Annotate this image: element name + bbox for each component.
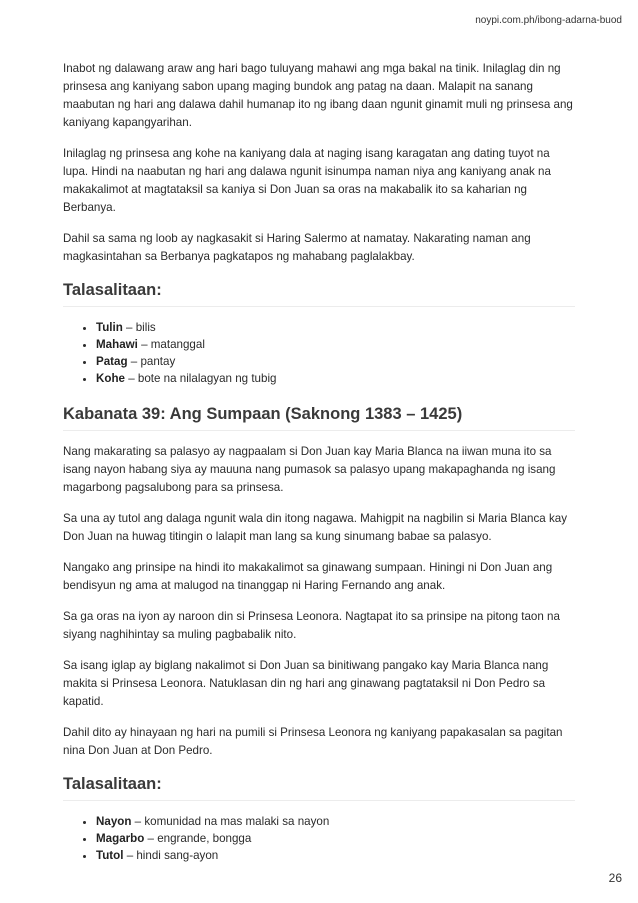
glossary-definition: – matanggal: [137, 338, 205, 351]
paragraph: Dahil dito ay hinayaan ng hari na pumili si Prinsesa Leonora ng kaniyang papakasalan sa pagitan nina Don Juan at Don Pedro.: [63, 726, 563, 757]
paragraph: Nangako ang prinsipe na hindi ito makakalimot sa ginawang sumpaan. Hiningi ni Don Juan ang bendisyun ng ama at malugod na tinanggap ni Haring Fernando ang anak.: [63, 561, 553, 592]
glossary-item: [96, 830, 575, 847]
glossary-term: Kohe: [96, 372, 125, 385]
page-content: [63, 60, 575, 882]
glossary-term: Magarbo: [96, 832, 145, 845]
glossary-item: [96, 319, 575, 336]
source-url: noypi.com.ph/ibong-adarna-buod: [475, 15, 622, 26]
glossary-item: [96, 813, 575, 830]
glossary-heading: Talasalitaan:: [63, 281, 575, 307]
paragraph: Sa una ay tutol ang dalaga ngunit wala din itong nagawa. Mahigpit na nagbilin si Maria Blanca kay Don Juan na huwag titingin o lalapit man lang sa kung sinumang babae sa palasyo.: [63, 512, 568, 543]
glossary-heading: Talasalitaan:: [63, 775, 575, 801]
glossary-definition: – engrande, bongga: [144, 832, 252, 845]
glossary-item: [96, 370, 575, 387]
glossary-list: [63, 813, 575, 864]
glossary-term: Tulin: [96, 321, 123, 334]
glossary-term: Nayon: [96, 815, 132, 828]
chapter-heading: Kabanata 39: Ang Sumpaan (Saknong 1383 – 1425): [63, 405, 575, 431]
glossary-definition: – bilis: [122, 321, 156, 334]
paragraph: Dahil sa sama ng loob ay nagkasakit si Haring Salermo at namatay. Nakarating naman ang magkasintahan sa Berbanya pagkatapos ng mahabang paglalakbay.: [63, 232, 531, 263]
glossary-definition: – pantay: [127, 355, 176, 368]
glossary-list: [63, 319, 575, 387]
glossary-item: [96, 847, 575, 864]
glossary-definition: – hindi sang-ayon: [123, 849, 219, 862]
glossary-item: [96, 353, 575, 370]
glossary-definition: – komunidad na mas malaki sa nayon: [131, 815, 330, 828]
glossary-definition: – bote na nilalagyan ng tubig: [124, 372, 277, 385]
glossary-term: Tutol: [96, 849, 124, 862]
paragraph: Sa isang iglap ay biglang nakalimot si Don Juan sa binitiwang pangako kay Maria Blanca nang makita si Prinsesa Leonora. Natuklasan din ng hari ang ginawang pagtataksil ni Don Pedro sa kapatid.: [63, 659, 549, 708]
glossary-item: [96, 336, 575, 353]
paragraph: Nang makarating sa palasyo ay nagpaalam si Don Juan kay Maria Blanca na iiwan muna ito sa isang nayon habang siya ay mauuna nang pumasok sa palasyo upang makapaghanda ng isang magarbong pagsalubong para sa prinsesa.: [63, 445, 556, 494]
paragraph: Sa ga oras na iyon ay naroon din si Prinsesa Leonora. Nagtapat ito sa prinsipe na pitong taon na siyang naghihintay sa muling pagbabalik nito.: [63, 610, 560, 641]
paragraph: Inilaglag ng prinsesa ang kohe na kaniyang dala at naging isang karagatan ang dating tuyot na lupa. Hindi na naabutan ng hari ang dalawa ngunit isinumpa naman niya ang kaniyang anak na makakalimot at magtataksil sa kaniya si Don Juan sa oras na makabalik ito sa kaharian ng Berbanya.: [63, 147, 551, 214]
glossary-term: Patag: [96, 355, 128, 368]
paragraph: Inabot ng dalawang araw ang hari bago tuluyang mahawi ang mga bakal na tinik. Inilaglag din ng prinsesa ang kaniyang sabon upang maging bundok ang patag na daan. Malapit na sanang maabutan ng hari ang dalawa dahil humanap ito ng ibang daan ngunit ginamit muli ng prinsesa ang kaniyang kapangyarihan.: [63, 62, 573, 129]
glossary-term: Mahawi: [96, 338, 138, 351]
page-number: 26: [608, 871, 622, 885]
